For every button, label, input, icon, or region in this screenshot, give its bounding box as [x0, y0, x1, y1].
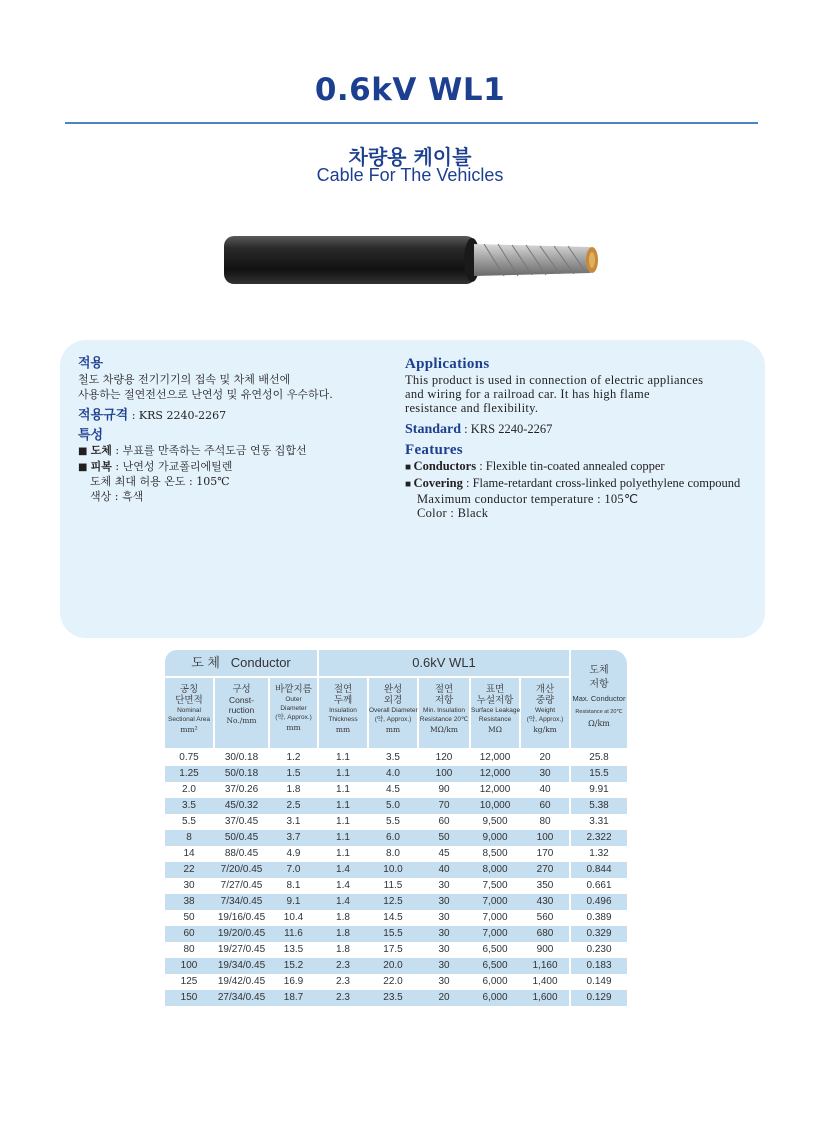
table-cell: 9,500 [482, 816, 508, 827]
covering-feature-en: ■ Covering : Flame-retardant cross-linked polyethylene compound [405, 475, 741, 490]
table-cell: 0.389 [586, 912, 612, 923]
standard-en: Standard : KRS 2240-2267 [405, 422, 553, 437]
table-cell: 50 [183, 912, 195, 923]
table-cell: 10.4 [283, 912, 304, 923]
table-cell: 30 [438, 960, 450, 971]
table-cell: 70 [438, 800, 450, 811]
table-cell: 30 [438, 976, 450, 987]
table-row [165, 894, 627, 910]
table-cell: 3.31 [589, 816, 609, 827]
table-cell: 270 [536, 864, 554, 875]
table-body [165, 750, 627, 1006]
table-cell: 1.5 [286, 768, 301, 779]
table-cell: 27/34/0.45 [217, 992, 266, 1003]
table-cell: 1.8 [336, 944, 350, 955]
table-cell: 1.1 [336, 768, 350, 779]
max-temp-ko: 도체 최대 허용 온도 : 105℃ [90, 475, 230, 488]
table-cell: 88/0.45 [224, 848, 259, 859]
table-cell: 8,500 [482, 848, 508, 859]
table-cell: 45/0.32 [224, 800, 259, 811]
table-cell: 7,000 [482, 912, 508, 923]
table-row [165, 974, 627, 990]
table-cell: 150 [180, 992, 198, 1003]
color-ko: 색상 : 흑색 [90, 489, 144, 503]
table-cell: 1.4 [336, 896, 350, 907]
subtitle-korean: 차량용 케이블 [348, 145, 472, 169]
table-cell: 0.329 [586, 928, 612, 939]
table-cell: 7/20/0.45 [220, 864, 263, 875]
applications-heading-ko: 적용 [78, 356, 104, 371]
table-cell: 8.0 [386, 848, 400, 859]
table-cell: 9.91 [589, 784, 609, 795]
table-cell: 1.4 [336, 864, 350, 875]
table-cell: 2.322 [586, 832, 612, 843]
table-cell: 7/34/0.45 [220, 896, 263, 907]
table-cell: 50/0.45 [224, 832, 259, 843]
table-cell: 0.75 [179, 752, 199, 763]
table-row [165, 862, 627, 878]
table-row [165, 958, 627, 974]
table-cell: 1.1 [336, 816, 350, 827]
info-korean [78, 356, 398, 504]
table-row [165, 750, 627, 766]
table-cell: 1,400 [532, 976, 558, 987]
table-cell: 1.8 [336, 912, 350, 923]
table-cell: 30 [183, 880, 195, 891]
table-cell: 14.5 [383, 912, 403, 923]
table-cell: 40 [539, 784, 551, 795]
table-cell: 120 [435, 752, 453, 763]
resistance-header: 도체 저항 Max. Conductor Resistance at 20℃ Ω/km [571, 650, 627, 748]
table-cell: 1.25 [179, 768, 199, 779]
table-cell: 2.3 [336, 960, 350, 971]
table-row [165, 990, 627, 1006]
table-cell: 16.9 [283, 976, 304, 987]
table-cell: 2.3 [336, 976, 350, 987]
title-divider [65, 122, 758, 124]
table-cell: 30 [438, 928, 450, 939]
applications-text-en-1: This product is used in connection of electric appliances [405, 373, 704, 387]
applications-text-ko-2: 사용하는 절연전선으로 난연성 및 유연성이 우수하다. [78, 388, 333, 401]
table-cell: 18.7 [283, 992, 304, 1003]
table-cell: 4.0 [386, 768, 400, 779]
table-cell: 5.5 [182, 816, 196, 827]
covering-feature-ko: ■ 피복 : 난연성 가교폴리에틸렌 [78, 459, 233, 473]
page-title: 0.6kV WL1 [314, 72, 506, 108]
table-cell: 13.5 [283, 944, 304, 955]
table-cell: 4.9 [286, 848, 301, 859]
table-cell: 5.0 [386, 800, 400, 811]
applications-text-ko-1: 철도 차량용 전기기기의 접속 및 차체 배선에 [78, 373, 291, 386]
table-cell: 30 [438, 896, 450, 907]
table-cell: 6,000 [482, 992, 508, 1003]
table-cell: 6,000 [482, 976, 508, 987]
table-cell: 50/0.18 [224, 768, 259, 779]
table-cell: 1,600 [532, 992, 558, 1003]
table-row [165, 782, 627, 798]
table-cell: 3.7 [286, 832, 301, 843]
table-cell: 60 [539, 800, 551, 811]
color-en: Color : Black [417, 506, 489, 520]
table-cell: 22 [183, 864, 195, 875]
table-cell: 100 [180, 960, 198, 971]
table-cell: 3.5 [182, 800, 196, 811]
table-cell: 6,500 [482, 960, 508, 971]
table-cell: 6,500 [482, 944, 508, 955]
table-cell: 17.5 [383, 944, 403, 955]
table-cell: 20.0 [383, 960, 403, 971]
table-cell: 14 [183, 848, 195, 859]
table-cell: 20 [438, 992, 450, 1003]
table-cell: 4.5 [386, 784, 400, 795]
table-cell: 19/16/0.45 [217, 912, 266, 923]
table-cell: 30/0.18 [224, 752, 259, 763]
table-cell: 19/42/0.45 [217, 976, 266, 987]
table-cell: 15.5 [383, 928, 403, 939]
table-cell: 2.5 [286, 800, 301, 811]
table-cell: 7,500 [482, 880, 508, 891]
table-cell: 45 [438, 848, 450, 859]
table-cell: 1.2 [286, 752, 301, 763]
table-row [165, 878, 627, 894]
table-cell: 15.2 [283, 960, 304, 971]
column-header: 구성 Const- ruction No./mm [215, 678, 268, 748]
table-cell: 12,000 [479, 784, 511, 795]
table-row [165, 814, 627, 830]
table-cell: 0.129 [586, 992, 612, 1003]
table-cell: 9,000 [482, 832, 508, 843]
table-cell: 0.661 [586, 880, 612, 891]
table-cell: 0.496 [586, 896, 612, 907]
info-panel [60, 340, 765, 638]
column-header: 개산 중량 Weight (약, Approx.) kg/km [521, 678, 569, 748]
table-cell: 12,000 [479, 768, 511, 779]
column-header: 공칭 단면적 Nominal Sectional Area mm² [165, 678, 213, 748]
features-heading-en: Features [405, 442, 463, 458]
table-cell: 37/0.45 [224, 816, 259, 827]
table-cell: 10.0 [383, 864, 403, 875]
subtitle-english: Cable For The Vehicles [316, 165, 504, 185]
column-header: 절연 두께 Insulation Thickness mm [319, 678, 367, 748]
table-cell: 60 [438, 816, 450, 827]
table-cell: 2.0 [182, 784, 196, 795]
table-row [165, 910, 627, 926]
table-cell: 7/27/0.45 [220, 880, 263, 891]
table-cell: 12,000 [479, 752, 511, 763]
table-cell: 30 [438, 880, 450, 891]
table-cell: 8.1 [286, 880, 301, 891]
table-cell: 9.1 [286, 896, 301, 907]
applications-text-en-3: resistance and flexibility. [405, 401, 539, 415]
table-cell: 0.230 [586, 944, 612, 955]
table-cell: 125 [180, 976, 198, 987]
conductor-group-header: 도 체 Conductor [165, 650, 317, 676]
table-cell: 23.5 [383, 992, 403, 1003]
table-cell: 38 [183, 896, 195, 907]
table-cell: 1,160 [532, 960, 558, 971]
table-cell: 430 [536, 896, 554, 907]
table-cell: 15.5 [589, 768, 609, 779]
table-cell: 22.0 [383, 976, 403, 987]
conductor-feature-ko: ■ 도체 : 부표를 만족하는 주석도금 연동 집합선 [78, 444, 307, 457]
table-cell: 30 [539, 768, 551, 779]
table-cell: 100 [536, 832, 554, 843]
column-header: 완성 외경 Overall Diameter (약, Approx.) mm [369, 678, 417, 748]
table-cell: 1.32 [589, 848, 609, 859]
table-cell: 19/27/0.45 [217, 944, 266, 955]
table-cell: 60 [183, 928, 195, 939]
table-cell: 50 [438, 832, 450, 843]
table-cell: 2.3 [336, 992, 350, 1003]
table-cell: 80 [539, 816, 551, 827]
table-cell: 1.4 [336, 880, 350, 891]
table-cell: 11.5 [383, 880, 403, 891]
table-cell: 3.5 [386, 752, 400, 763]
table-row [165, 830, 627, 846]
cable-image [222, 232, 602, 288]
table-cell: 1.1 [336, 752, 350, 763]
applications-text-en-2: and wiring for a railroad car. It has high flame [405, 387, 650, 401]
table-cell: 7,000 [482, 896, 508, 907]
table-cell: 1.8 [286, 784, 301, 795]
features-heading-ko: 특성 [78, 428, 104, 443]
table-cell: 5.38 [589, 800, 609, 811]
table-cell: 1.8 [336, 928, 350, 939]
table-cell: 20 [539, 752, 551, 763]
table-cell: 3.1 [286, 816, 301, 827]
table-row [165, 766, 627, 782]
column-header: 표면 누설저항 Surface Leakage Resistance MΩ [471, 678, 519, 748]
table-row [165, 926, 627, 942]
table-cell: 30 [438, 944, 450, 955]
table-cell: 19/34/0.45 [217, 960, 266, 971]
table-cell: 0.183 [586, 960, 612, 971]
standard-ko: 적용규격 : KRS 2240-2267 [78, 408, 227, 423]
column-header: 절연 저항 Min. Insulation Resistance 20℃ MΩ/km [419, 678, 469, 748]
table-cell: 40 [438, 864, 450, 875]
table-cell: 90 [438, 784, 450, 795]
table-cell: 0.844 [586, 864, 612, 875]
table-cell: 0.149 [586, 976, 612, 987]
table-cell: 170 [536, 848, 554, 859]
table-cell: 560 [536, 912, 554, 923]
voltage-group-header: 0.6kV WL1 [319, 650, 569, 676]
applications-heading-en: Applications [405, 356, 490, 372]
table-cell: 19/20/0.45 [217, 928, 266, 939]
table-cell: 1.1 [336, 832, 350, 843]
column-header: 바깥지름 Outer Diameter (약, Approx.) mm [270, 678, 317, 748]
table-cell: 1.1 [336, 784, 350, 795]
table-row [165, 942, 627, 958]
table-cell: 350 [536, 880, 554, 891]
conductor-feature-en: ■ Conductors : Flexible tin-coated annealed copper [405, 459, 665, 473]
table-cell: 5.5 [386, 816, 400, 827]
table-cell: 900 [536, 944, 554, 955]
info-english [405, 356, 755, 520]
max-temp-en: Maximum conductor temperature : 105℃ [417, 492, 639, 506]
table-cell: 30 [438, 912, 450, 923]
table-cell: 680 [536, 928, 554, 939]
table-cell: 100 [435, 768, 453, 779]
table-cell: 10,000 [479, 800, 511, 811]
table-row [165, 846, 627, 862]
table-cell: 80 [183, 944, 195, 955]
table-cell: 7,000 [482, 928, 508, 939]
table-cell: 8 [186, 832, 192, 843]
table-cell: 12.5 [383, 896, 403, 907]
table-cell: 37/0.26 [224, 784, 259, 795]
table-cell: 1.1 [336, 800, 350, 811]
table-cell: 8,000 [482, 864, 508, 875]
table-cell: 6.0 [386, 832, 400, 843]
table-cell: 7.0 [286, 864, 301, 875]
table-cell: 25.8 [589, 752, 609, 763]
table-cell: 1.1 [336, 848, 350, 859]
table-cell: 11.6 [284, 928, 303, 939]
spec-table [165, 650, 627, 1005]
table-row [165, 798, 627, 814]
